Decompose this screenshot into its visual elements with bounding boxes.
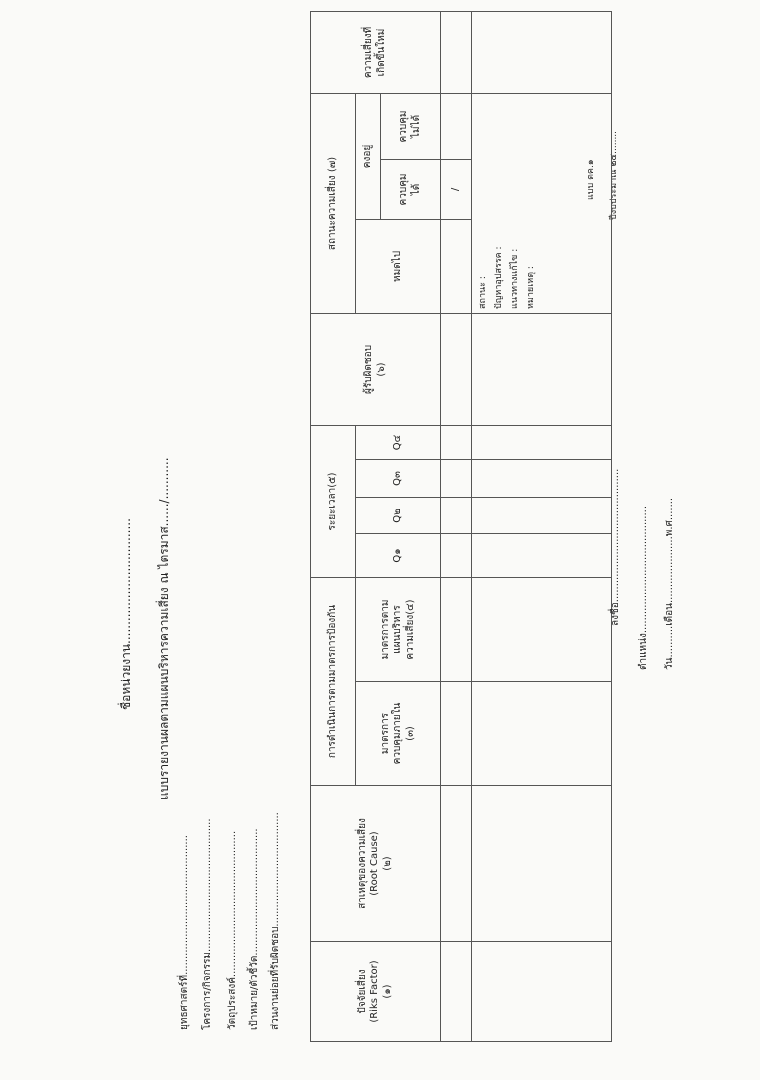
status-gone: หมดไป	[356, 219, 441, 313]
cell-new-risk-body	[471, 11, 612, 93]
cell-risk-plan-body	[471, 577, 612, 681]
header-implementation: การดำเนินการตามมาตรการป้องกัน	[311, 577, 356, 785]
header-risk-plan: มาตรการตาม แผนบริหาร ความเสี่ยง(๔)	[356, 577, 441, 681]
risk-report-table	[310, 11, 612, 1042]
cell-responsible	[441, 313, 471, 425]
quarter-4: Q๔	[356, 425, 441, 459]
cell-risk-plan	[441, 577, 471, 681]
department-name: ชื่อหน่วยงาน.................................	[119, 518, 133, 710]
cell-risk-factor	[441, 942, 471, 1042]
cell-q1	[441, 533, 471, 577]
quarter-2: Q๒	[356, 497, 441, 533]
cell-q3-body	[471, 459, 612, 497]
note-obstacle: ปัญหาอุปสรรค :	[493, 246, 504, 309]
cell-q2	[441, 497, 471, 533]
position-line: ตำแหน่ง........................................	[638, 505, 649, 670]
header-internal-control: มาตรการ ควบคุมภายใน (๓)	[356, 682, 441, 786]
field-objective: วัตถุประสงค์..............................................	[227, 830, 238, 1030]
note-status: สถานะ :	[477, 276, 488, 309]
cell-q3	[441, 459, 471, 497]
cell-q4-body	[471, 425, 612, 459]
form-number: แบบ ตค.๑	[586, 159, 596, 200]
note-solution: แนวทางแก้ไข :	[509, 248, 520, 309]
cell-root-cause-body	[471, 786, 612, 942]
cell-controllable: /	[441, 159, 471, 219]
quarter-3: Q๓	[356, 459, 441, 497]
cell-responsible-body	[471, 313, 612, 425]
header-root-cause: สาเหตุของความเสี่ยง (Root Cause) (๒)	[311, 786, 441, 942]
date-line: วัน..........เดือน.....................พ.ศ.......	[664, 497, 675, 670]
cell-uncontrollable	[441, 93, 471, 159]
cell-new-risk	[441, 11, 471, 93]
field-target: เป้าหมาย/ตัวชี้วัด........................................	[249, 828, 260, 1030]
status-controllable: ควบคุม ได้	[381, 159, 441, 219]
status-notes-cell	[471, 93, 612, 313]
header-responsible: ผู้รับผิดชอบ (๖)	[311, 313, 441, 425]
cell-internal-control	[441, 682, 471, 786]
note-remark: หมายเหตุ :	[525, 266, 536, 309]
cell-status-gone	[441, 219, 471, 313]
field-responsible-unit: ส่วนงานย่อยที่รับผิดชอบ....................................	[270, 812, 281, 1030]
status-remaining: คงอยู่	[356, 93, 381, 219]
cell-q2-body	[471, 497, 612, 533]
header-risk-status: สถานะความเสี่ยง (๗)	[311, 93, 356, 313]
status-uncontrollable: ควบคุม ไม่ได้	[381, 93, 441, 159]
header-period: ระยะเวลา(๕)	[311, 425, 356, 577]
cell-internal-control-body	[471, 682, 612, 786]
cell-risk-factor-body	[471, 942, 612, 1042]
signature-line: ลงชื่อ..........................................	[610, 468, 621, 626]
cell-q1-body	[471, 533, 612, 577]
quarter-1: Q๑	[356, 533, 441, 577]
form-title: แบบรายงานผลตามแผนบริหารความเสี่ยง ณ ไตรมาส....../...........	[157, 457, 171, 800]
cell-root-cause	[441, 786, 471, 942]
header-new-risk: ความเสี่ยงที่ เกิดขึ้นใหม่	[311, 11, 441, 93]
cell-q4	[441, 425, 471, 459]
field-project: โครงการ/กิจกรรม..........................................	[202, 818, 213, 1030]
fiscal-year: ปีงบประมาณ ๒๕........	[609, 130, 619, 220]
field-strategy: ยุทธศาสตร์ที่............................................	[179, 835, 190, 1030]
header-risk-factor: ปัจจัยเสี่ยง (Riks Factor) (๑)	[311, 942, 441, 1042]
